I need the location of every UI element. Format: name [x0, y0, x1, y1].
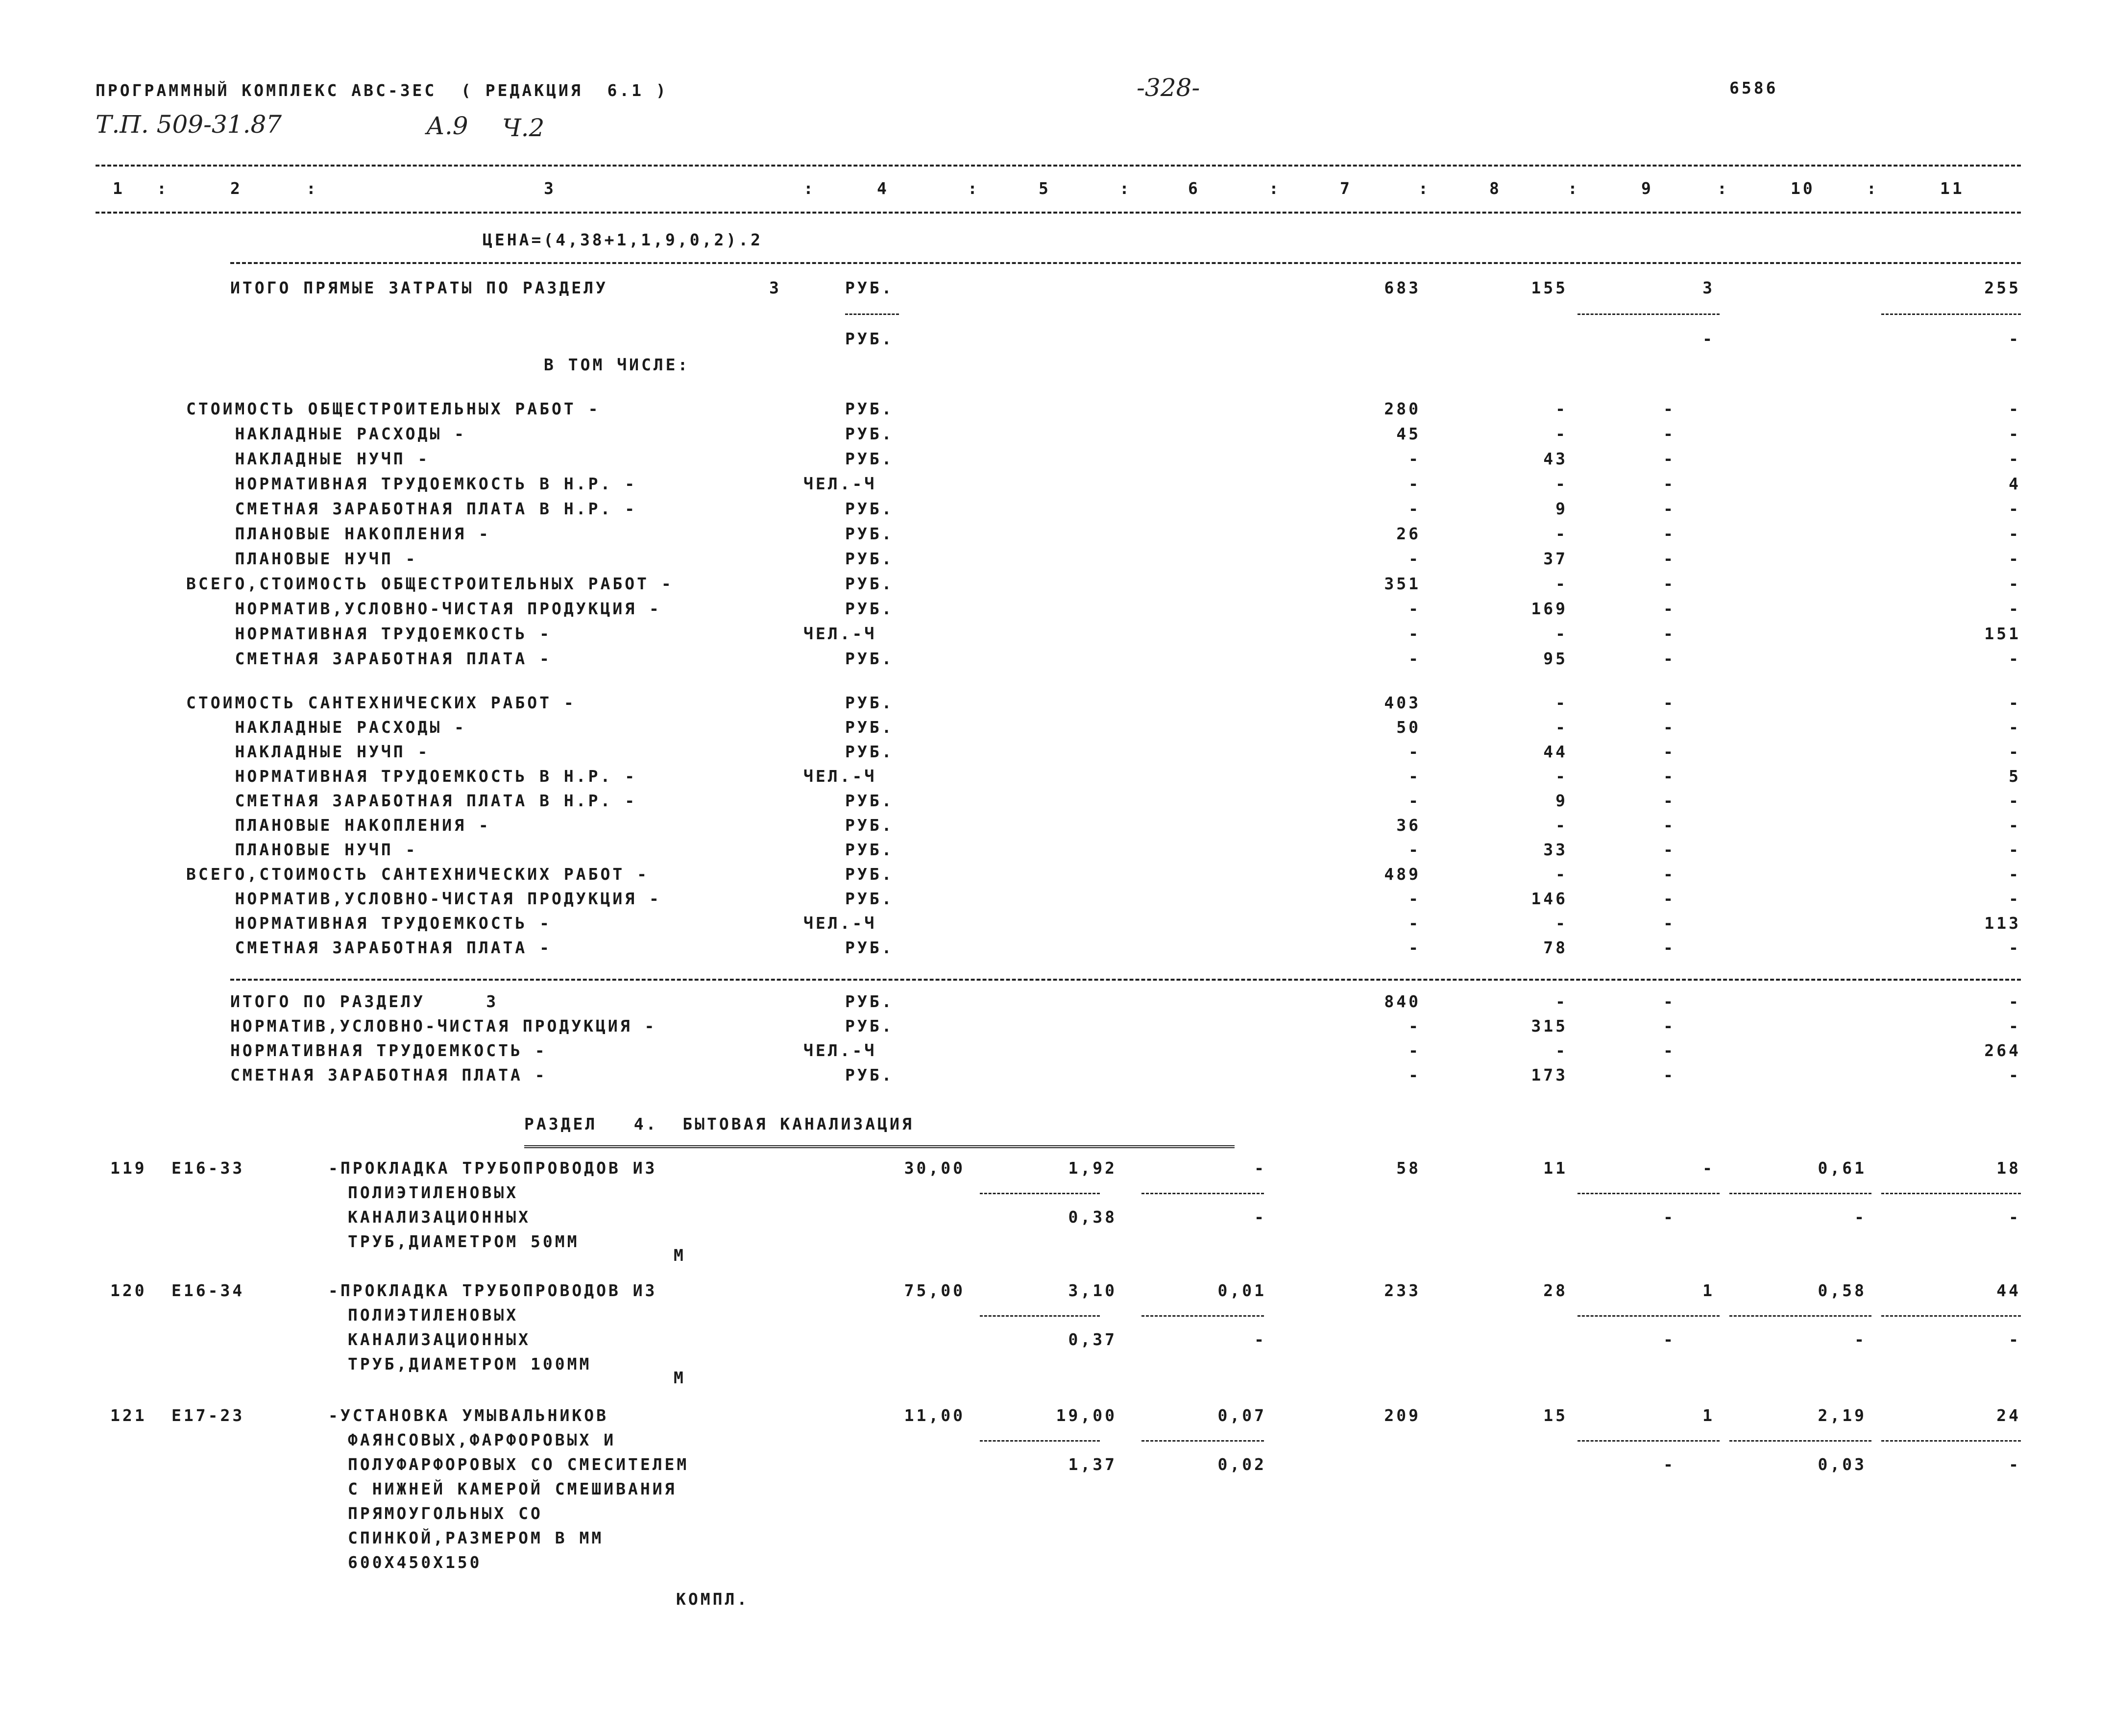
unit: РУБ. [845, 865, 894, 884]
row-label: ПЛАНОВЫЕ НАКОПЛЕНИЯ - [186, 524, 491, 543]
item-description-line: КАНАЛИЗАЦИОННЫХ [348, 1207, 531, 1227]
unit: РУБ. [845, 791, 894, 810]
col-header-7: 7 [1340, 179, 1352, 198]
col11-value: 255 [1984, 278, 2021, 297]
subrow-rule [1729, 1315, 1871, 1317]
subrow-rule [1881, 1315, 2021, 1317]
unit: РУБ. [845, 329, 894, 348]
col11-value: 18 [1996, 1158, 2021, 1178]
col4-quantity: 75,00 [904, 1281, 965, 1300]
col6-subvalue: - [1254, 1330, 1266, 1349]
col6-value: 0,01 [1217, 1281, 1266, 1300]
unit: РУБ. [845, 840, 894, 859]
unit: РУБ. [845, 889, 894, 908]
col7-value: 36 [1396, 816, 1421, 835]
row-label: НАКЛАДНЫЕ НУЧП - [186, 742, 430, 761]
col9-subvalue: - [1663, 1207, 1675, 1227]
col4-quantity: 11,00 [904, 1406, 965, 1425]
unit: РУБ. [845, 524, 894, 543]
col6-value: - [1254, 1158, 1266, 1178]
row-label: НОРМАТИВ,УСЛОВНО-ЧИСТАЯ ПРОДУКЦИЯ - [230, 1016, 657, 1036]
col7-value: 403 [1384, 693, 1421, 712]
section4-title-underline [524, 1145, 1235, 1148]
col11-value: - [2009, 1016, 2021, 1036]
col9-value: - [1663, 649, 1675, 668]
item-description-line: С НИЖНЕЙ КАМЕРОЙ СМЕШИВАНИЯ [348, 1479, 677, 1498]
col8-value: 146 [1531, 889, 1568, 908]
col8-value: - [1555, 574, 1568, 593]
item-unit: М [674, 1246, 686, 1265]
unit: ЧЕЛ.-Ч [803, 624, 877, 643]
col9-value: - [1663, 424, 1675, 443]
col9-value: - [1663, 816, 1675, 835]
col9-value: - [1663, 742, 1675, 761]
col7-value: 683 [1384, 278, 1421, 297]
col11-value: - [2009, 693, 2021, 712]
row-label: НАКЛАДНЫЕ РАСХОДЫ - [186, 424, 466, 443]
subrow-rule [1729, 1440, 1871, 1442]
unit-underline [845, 313, 899, 315]
col5-subvalue: 1,37 [1068, 1455, 1117, 1474]
section4-title: РАЗДЕЛ 4. БЫТОВАЯ КАНАЛИЗАЦИЯ [524, 1114, 914, 1133]
row-label: ИТОГО ПО РАЗДЕЛУ 3 [230, 992, 499, 1011]
unit: РУБ. [845, 574, 894, 593]
col-header-6: 6 [1188, 179, 1200, 198]
item-description-line: 600Х450Х150 [348, 1553, 482, 1572]
subrow-rule [1881, 313, 2021, 315]
col6-subvalue: - [1254, 1207, 1266, 1227]
price-formula: ЦЕНА=(4,38+1,1,9,0,2).2 [483, 230, 763, 249]
col11-value: - [2009, 742, 2021, 761]
col9-value: - [1663, 791, 1675, 810]
col-header-2: 2 [230, 179, 243, 198]
row-label: НОРМАТИВНАЯ ТРУДОЕМКОСТЬ - [230, 1041, 547, 1060]
col-separator: : [803, 179, 816, 198]
subrow-rule [1578, 1440, 1720, 1442]
col7-value: - [1408, 449, 1421, 468]
row-label: НОРМАТИВ,УСЛОВНО-ЧИСТАЯ ПРОДУКЦИЯ - [186, 599, 661, 618]
col8-value: - [1555, 524, 1568, 543]
col11-value: - [2009, 574, 2021, 593]
col9-value: - [1663, 767, 1675, 786]
col9-value: - [1663, 840, 1675, 859]
col9-value: - [1663, 599, 1675, 618]
row-label: НОРМАТИВНАЯ ТРУДОЕМКОСТЬ В Н.Р. - [186, 474, 637, 493]
program-title: ПРОГРАММНЫЙ КОМПЛЕКС АВС-3ЕС ( РЕДАКЦИЯ 6.1 ) [96, 81, 668, 100]
item-description-line: -ПРОКЛАДКА ТРУБОПРОВОДОВ ИЗ [328, 1281, 657, 1300]
row-label: ПЛАНОВЫЕ НАКОПЛЕНИЯ - [186, 816, 491, 835]
col8-value: - [1555, 992, 1568, 1011]
col11-value: - [2009, 399, 2021, 418]
col10-subvalue: 0,03 [1818, 1455, 1867, 1474]
subrow-rule [980, 1440, 1100, 1442]
col8-value: - [1555, 1041, 1568, 1060]
col11-value: - [2009, 329, 2021, 348]
col11-subvalue: - [2009, 1455, 2021, 1474]
col9-value: - [1663, 1016, 1675, 1036]
unit: ЧЕЛ.-Ч [803, 914, 877, 933]
col-header-11: 11 [1940, 179, 1965, 198]
col7-value: - [1408, 499, 1421, 518]
col9-value: 1 [1702, 1281, 1715, 1300]
col10-subvalue: - [1854, 1207, 1867, 1227]
col7-value: 280 [1384, 399, 1421, 418]
col-separator: : [1717, 179, 1729, 198]
item-description-line: ПРЯМОУГОЛЬНЫХ СО [348, 1504, 543, 1523]
unit: РУБ. [845, 1016, 894, 1036]
col7-value: - [1408, 889, 1421, 908]
col9-value: - [1702, 329, 1715, 348]
subrow-rule [1578, 1193, 1720, 1194]
col7-value: - [1408, 840, 1421, 859]
subrow-rule [1141, 1440, 1264, 1442]
col7-value: - [1408, 1016, 1421, 1036]
unit: РУБ. [845, 599, 894, 618]
item-code: Е16-34 [171, 1281, 245, 1300]
col7-value: - [1408, 624, 1421, 643]
col11-value: - [2009, 424, 2021, 443]
handwritten-album-ref: А.9 [426, 112, 468, 140]
col11-value: 44 [1996, 1281, 2021, 1300]
col-separator: : [1418, 179, 1431, 198]
subrow-rule [1729, 1193, 1871, 1194]
row-label: СМЕТНАЯ ЗАРАБОТНАЯ ПЛАТА В Н.Р. - [186, 499, 637, 518]
col11-subvalue: - [2009, 1330, 2021, 1349]
document-number: 6586 [1729, 78, 1778, 97]
col-header-1: 1 [113, 179, 125, 198]
col7-value: - [1408, 938, 1421, 957]
item-description-line: -УСТАНОВКА УМЫВАЛЬНИКОВ [328, 1406, 608, 1425]
col-header-8: 8 [1489, 179, 1502, 198]
col-header-10: 10 [1791, 179, 1815, 198]
row-label: СМЕТНАЯ ЗАРАБОТНАЯ ПЛАТА - [186, 938, 552, 957]
col8-value: 78 [1543, 938, 1568, 957]
col9-value: - [1663, 992, 1675, 1011]
col9-value: - [1663, 399, 1675, 418]
col11-value: - [2009, 938, 2021, 957]
col9-subvalue: - [1663, 1455, 1675, 1474]
header-rule-top [96, 165, 2021, 167]
col8-value: 9 [1555, 499, 1568, 518]
col11-value: - [2009, 524, 2021, 543]
handwritten-project-ref: Т.П. 509-31.87 [96, 110, 282, 139]
col7-value: 209 [1384, 1406, 1421, 1425]
col9-value: - [1663, 865, 1675, 884]
col7-value: - [1408, 742, 1421, 761]
col9-value: - [1702, 1158, 1715, 1178]
col-separator: : [1867, 179, 1879, 198]
col-separator: : [968, 179, 980, 198]
col7-value: - [1408, 599, 1421, 618]
col-separator: : [157, 179, 169, 198]
unit: РУБ. [845, 399, 894, 418]
subrow-rule [1881, 1440, 2021, 1442]
item-description-line: ТРУБ,ДИАМЕТРОМ 50ММ [348, 1232, 580, 1251]
col-header-3: 3 [544, 179, 556, 198]
col10-value: 0,61 [1818, 1158, 1867, 1178]
unit: ЧЕЛ.-Ч [803, 767, 877, 786]
col9-value: - [1663, 1065, 1675, 1085]
col8-value: 28 [1543, 1281, 1568, 1300]
subrow-rule [1881, 1193, 2021, 1194]
col4-quantity: 30,00 [904, 1158, 965, 1178]
section-number: 3 [769, 278, 781, 297]
col11-value: - [2009, 992, 2021, 1011]
col8-value: - [1555, 914, 1568, 933]
row-label: НОРМАТИВНАЯ ТРУДОЕМКОСТЬ В Н.Р. - [186, 767, 637, 786]
subrow-rule [1141, 1315, 1264, 1317]
col8-value: - [1555, 474, 1568, 493]
col9-value: - [1663, 549, 1675, 568]
unit: РУБ. [845, 549, 894, 568]
col7-value: - [1408, 1041, 1421, 1060]
col6-subvalue: 0,02 [1217, 1455, 1266, 1474]
subrow-rule [1578, 1315, 1720, 1317]
item-description-line: ТРУБ,ДИАМЕТРОМ 100ММ [348, 1354, 592, 1374]
col8-value: 37 [1543, 549, 1568, 568]
item-unit: КОМПЛ. [676, 1590, 750, 1609]
header-rule-bottom [96, 212, 2021, 214]
unit: РУБ. [845, 649, 894, 668]
col-separator: : [306, 179, 318, 198]
col7-value: - [1408, 767, 1421, 786]
col10-value: 0,58 [1818, 1281, 1867, 1300]
item-description-line: СПИНКОЙ,РАЗМЕРОМ В ММ [348, 1528, 604, 1547]
item-description-line: КАНАЛИЗАЦИОННЫХ [348, 1330, 531, 1349]
col11-value: 5 [2009, 767, 2021, 786]
col8-value: - [1555, 865, 1568, 884]
col9-value: - [1663, 914, 1675, 933]
col9-value: - [1663, 474, 1675, 493]
col8-value: - [1555, 424, 1568, 443]
in-that-number-heading: В ТОМ ЧИСЛЕ: [544, 355, 690, 374]
col7-value: 351 [1384, 574, 1421, 593]
col11-value: 151 [1984, 624, 2021, 643]
item-description-line: ПОЛИЭТИЛЕНОВЫХ [348, 1305, 519, 1325]
unit: РУБ. [845, 449, 894, 468]
col8-value: - [1555, 693, 1568, 712]
col11-value: - [2009, 865, 2021, 884]
row-label: СМЕТНАЯ ЗАРАБОТНАЯ ПЛАТА - [186, 649, 552, 668]
col9-value: - [1663, 499, 1675, 518]
col8-value: - [1555, 624, 1568, 643]
col9-value: 3 [1702, 278, 1715, 297]
col9-value: - [1663, 718, 1675, 737]
col8-value: - [1555, 816, 1568, 835]
col5-subvalue: 0,37 [1068, 1330, 1117, 1349]
totals-divider-rule [230, 979, 2021, 981]
col9-value: 1 [1702, 1406, 1715, 1425]
col9-value: - [1663, 889, 1675, 908]
unit: РУБ. [845, 693, 894, 712]
col9-value: - [1663, 574, 1675, 593]
col7-value: - [1408, 791, 1421, 810]
item-code: Е16-33 [171, 1158, 245, 1178]
item-number: 121 [110, 1406, 147, 1425]
unit: РУБ. [845, 718, 894, 737]
handwritten-part-ref: Ч.2 [502, 114, 545, 142]
col8-value: - [1555, 767, 1568, 786]
col9-value: - [1663, 693, 1675, 712]
unit: РУБ. [845, 1065, 894, 1085]
col5-value: 1,92 [1068, 1158, 1117, 1178]
item-number: 119 [110, 1158, 147, 1178]
col11-value: - [2009, 840, 2021, 859]
col8-value: 173 [1531, 1065, 1568, 1085]
row-label: СТОИМОСТЬ ОБЩЕСТРОИТЕЛЬНЫХ РАБОТ - [186, 399, 601, 418]
subrow-rule [1141, 1193, 1264, 1194]
col9-value: - [1663, 449, 1675, 468]
col11-value: - [2009, 449, 2021, 468]
unit: РУБ. [845, 424, 894, 443]
col9-subvalue: - [1663, 1330, 1675, 1349]
col8-value: 169 [1531, 599, 1568, 618]
col7-value: 840 [1384, 992, 1421, 1011]
col8-value: 9 [1555, 791, 1568, 810]
unit: РУБ. [845, 992, 894, 1011]
page-number: -328- [1137, 73, 1200, 102]
col7-value: - [1408, 914, 1421, 933]
col11-value: - [2009, 649, 2021, 668]
col-separator: : [1269, 179, 1281, 198]
col10-value: 2,19 [1818, 1406, 1867, 1425]
row-label: НАКЛАДНЫЕ РАСХОДЫ - [186, 718, 466, 737]
col7-value: - [1408, 474, 1421, 493]
col8-value: - [1555, 399, 1568, 418]
col8-value: 11 [1543, 1158, 1568, 1178]
subrow-rule [980, 1193, 1100, 1194]
col10-subvalue: - [1854, 1330, 1867, 1349]
unit: РУБ. [845, 816, 894, 835]
col-separator: : [1568, 179, 1580, 198]
col7-value: 26 [1396, 524, 1421, 543]
col7-value: 233 [1384, 1281, 1421, 1300]
col11-value: - [2009, 816, 2021, 835]
col9-value: - [1663, 624, 1675, 643]
unit: РУБ. [845, 278, 894, 297]
col5-subvalue: 0,38 [1068, 1207, 1117, 1227]
col11-subvalue: - [2009, 1207, 2021, 1227]
col8-value: 315 [1531, 1016, 1568, 1036]
col11-value: - [2009, 791, 2021, 810]
col-header-9: 9 [1641, 179, 1653, 198]
unit: РУБ. [845, 742, 894, 761]
col7-value: - [1408, 649, 1421, 668]
item-description-line: ФАЯНСОВЫХ,ФАРФОРОВЫХ И [348, 1430, 616, 1449]
row-label: ПЛАНОВЫЕ НУЧП - [186, 840, 418, 859]
subrow-rule [980, 1315, 1100, 1317]
col5-value: 19,00 [1056, 1406, 1117, 1425]
row-label: СМЕТНАЯ ЗАРАБОТНАЯ ПЛАТА - [230, 1065, 547, 1085]
unit: РУБ. [845, 938, 894, 957]
col7-value: 489 [1384, 865, 1421, 884]
col7-value: 58 [1396, 1158, 1421, 1178]
row-label: НОРМАТИВ,УСЛОВНО-ЧИСТАЯ ПРОДУКЦИЯ - [186, 889, 661, 908]
col11-value: - [2009, 718, 2021, 737]
row-label: ПЛАНОВЫЕ НУЧП - [186, 549, 418, 568]
subrow-rule [1578, 313, 1720, 315]
col7-value: 50 [1396, 718, 1421, 737]
col11-value: 4 [2009, 474, 2021, 493]
col11-value: - [2009, 499, 2021, 518]
unit: ЧЕЛ.-Ч [803, 474, 877, 493]
col8-value: 15 [1543, 1406, 1568, 1425]
col9-value: - [1663, 524, 1675, 543]
col11-value: - [2009, 889, 2021, 908]
col11-value: 113 [1984, 914, 2021, 933]
col5-value: 3,10 [1068, 1281, 1117, 1300]
col7-value: - [1408, 549, 1421, 568]
col11-value: - [2009, 549, 2021, 568]
col8-value: 155 [1531, 278, 1568, 297]
col7-value: 45 [1396, 424, 1421, 443]
col-header-5: 5 [1039, 179, 1051, 198]
col11-value: 264 [1984, 1041, 2021, 1060]
row-label: НАКЛАДНЫЕ НУЧП - [186, 449, 430, 468]
row-label: ВСЕГО,СТОИМОСТЬ САНТЕХНИЧЕСКИХ РАБОТ - [186, 865, 649, 884]
col-separator: : [1119, 179, 1132, 198]
col8-value: 44 [1543, 742, 1568, 761]
col11-value: - [2009, 599, 2021, 618]
col-header-4: 4 [877, 179, 889, 198]
col6-value: 0,07 [1217, 1406, 1266, 1425]
col8-value: 43 [1543, 449, 1568, 468]
item-description-line: ПОЛУФАРФОРОВЫХ СО СМЕСИТЕЛЕМ [348, 1455, 689, 1474]
col8-value: - [1555, 718, 1568, 737]
col9-value: - [1663, 1041, 1675, 1060]
item-description-line: -ПРОКЛАДКА ТРУБОПРОВОДОВ ИЗ [328, 1158, 657, 1178]
col8-value: 33 [1543, 840, 1568, 859]
row-label: НОРМАТИВНАЯ ТРУДОЕМКОСТЬ - [186, 914, 552, 933]
col11-value: - [2009, 1065, 2021, 1085]
col8-value: 95 [1543, 649, 1568, 668]
row-label: СТОИМОСТЬ САНТЕХНИЧЕСКИХ РАБОТ - [186, 693, 576, 712]
item-code: Е17-23 [171, 1406, 245, 1425]
unit: РУБ. [845, 499, 894, 518]
unit: ЧЕЛ.-Ч [803, 1041, 877, 1060]
row-label: ВСЕГО,СТОИМОСТЬ ОБЩЕСТРОИТЕЛЬНЫХ РАБОТ - [186, 574, 674, 593]
row-label: ИТОГО ПРЯМЫЕ ЗАТРАТЫ ПО РАЗДЕЛУ [230, 278, 608, 297]
row-label: НОРМАТИВНАЯ ТРУДОЕМКОСТЬ - [186, 624, 552, 643]
item-number: 120 [110, 1281, 147, 1300]
row-label: СМЕТНАЯ ЗАРАБОТНАЯ ПЛАТА В Н.Р. - [186, 791, 637, 810]
col7-value: - [1408, 1065, 1421, 1085]
col11-value: 24 [1996, 1406, 2021, 1425]
col9-value: - [1663, 938, 1675, 957]
divider-rule [230, 262, 2021, 264]
item-unit: М [674, 1368, 686, 1387]
item-description-line: ПОЛИЭТИЛЕНОВЫХ [348, 1183, 519, 1202]
